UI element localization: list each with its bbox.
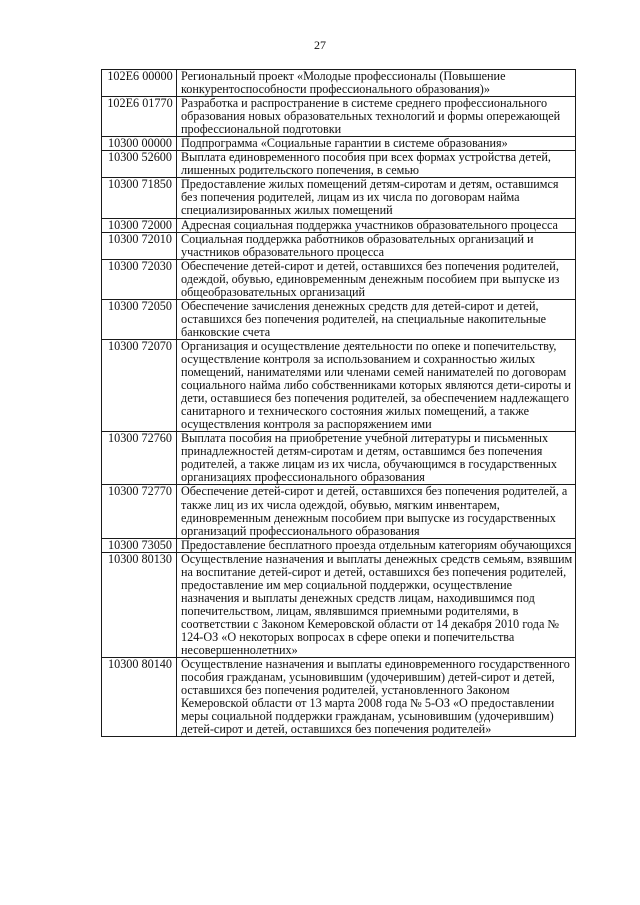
table-row	[102, 432, 576, 485]
table-row	[102, 259, 576, 299]
table-row	[102, 151, 576, 178]
row-code: 102E6 00000	[102, 70, 177, 97]
row-description: Предоставление бесплатного проезда отдельным категориям обучающихся	[177, 538, 576, 552]
row-description: Выплата единовременного пособия при всех формах устройства детей, лишенных родительского попечения, в семью	[177, 151, 576, 178]
table-row	[102, 538, 576, 552]
row-code: 10300 72050	[102, 299, 177, 339]
row-description: Организация и осуществление деятельности по опеке и попечительству, осуществление контроля за использованием и сохранностью жилых помещений, нанимателями или членами семей нанимателей по договорам социального найма либо собственниками которых являются дети-сироты и дети, оставшиеся без попечения родителей, за обеспечением надлежащего санитарного и технического состояния жилых помещений, а также осуществления контроля за распоряжением ими	[177, 339, 576, 431]
table-row	[102, 658, 576, 737]
row-description: Обеспечение зачисления денежных средств для детей-сирот и детей, оставшихся без попечения родителей, на специальные накопительные банковские счета	[177, 299, 576, 339]
table-body	[102, 70, 576, 737]
row-code: 10300 72070	[102, 339, 177, 431]
row-code: 10300 80140	[102, 658, 177, 737]
row-description: Региональный проект «Молодые профессионалы (Повышение конкурентоспособности профессионального образования)»	[177, 70, 576, 97]
row-code: 10300 00000	[102, 137, 177, 151]
row-description: Разработка и распространение в системе среднего профессионального образования новых образовательных технологий и формы опережающей профессиональной подготовки	[177, 97, 576, 137]
row-code: 10300 72010	[102, 232, 177, 259]
budget-classification-table	[101, 69, 576, 737]
row-description: Выплата пособия на приобретение учебной литературы и письменных принадлежностей детям-сиротам и детям, оставшимся без попечения родителей, а также лицам из их числа, обучающимся в государственных организациях профессионального образования	[177, 432, 576, 485]
table-row	[102, 552, 576, 657]
page-number: 27	[314, 38, 326, 52]
table-row	[102, 137, 576, 151]
row-code: 102E6 01770	[102, 97, 177, 137]
row-description: Подпрограмма «Социальные гарантии в системе образования»	[177, 137, 576, 151]
table-row	[102, 97, 576, 137]
row-code: 10300 72030	[102, 259, 177, 299]
row-code: 10300 73050	[102, 538, 177, 552]
row-description: Социальная поддержка работников образовательных организаций и участников образовательного процесса	[177, 232, 576, 259]
table-row	[102, 232, 576, 259]
row-description: Адресная социальная поддержка участников образовательного процесса	[177, 218, 576, 232]
row-description: Осуществление назначения и выплаты денежных средств семьям, взявшим на воспитание детей-сирот и детей, оставшихся без попечения родителей, предоставление им мер социальной поддержки, осуществление назначения и выплаты денежных средств лицам, находившимся под попечительством, лицам, являвшимся приемными родителями, в соответствии с Законом Кемеровской области от 14 декабря 2010 года № 124-ОЗ «О некоторых вопросах в сфере опеки и попечительства несовершеннолетних»	[177, 552, 576, 657]
table-row	[102, 485, 576, 538]
row-code: 10300 52600	[102, 151, 177, 178]
table-row	[102, 70, 576, 97]
row-description: Предоставление жилых помещений детям-сиротам и детям, оставшимся без попечения родителей, лицам из их числа по договорам найма специализированных жилых помещений	[177, 178, 576, 218]
row-code: 10300 72770	[102, 485, 177, 538]
row-code: 10300 72000	[102, 218, 177, 232]
row-code: 10300 72760	[102, 432, 177, 485]
row-code: 10300 71850	[102, 178, 177, 218]
row-description: Обеспечение детей-сирот и детей, оставшихся без попечения родителей, одеждой, обувью, единовременным денежным пособием при выпуске из общеобразовательных организаций	[177, 259, 576, 299]
table-row	[102, 218, 576, 232]
row-description: Осуществление назначения и выплаты единовременного государственного пособия гражданам, усыновившим (удочерившим) детей-сирот и детей, оставшихся без попечения родителей, установленного Законом Кемеровской области от 13 марта 2008 года № 5-ОЗ «О предоставлении меры социальной поддержки гражданам, усыновившим (удочерившим) детей-сирот и детей, оставшихся без попечения родителей»	[177, 658, 576, 737]
table-row	[102, 339, 576, 431]
table-row	[102, 299, 576, 339]
row-description: Обеспечение детей-сирот и детей, оставшихся без попечения родителей, а также лиц из их числа одеждой, обувью, мягким инвентарем, единовременным денежным пособием при выпуске из государственных организаций профессионального образования	[177, 485, 576, 538]
row-code: 10300 80130	[102, 552, 177, 657]
table-row	[102, 178, 576, 218]
